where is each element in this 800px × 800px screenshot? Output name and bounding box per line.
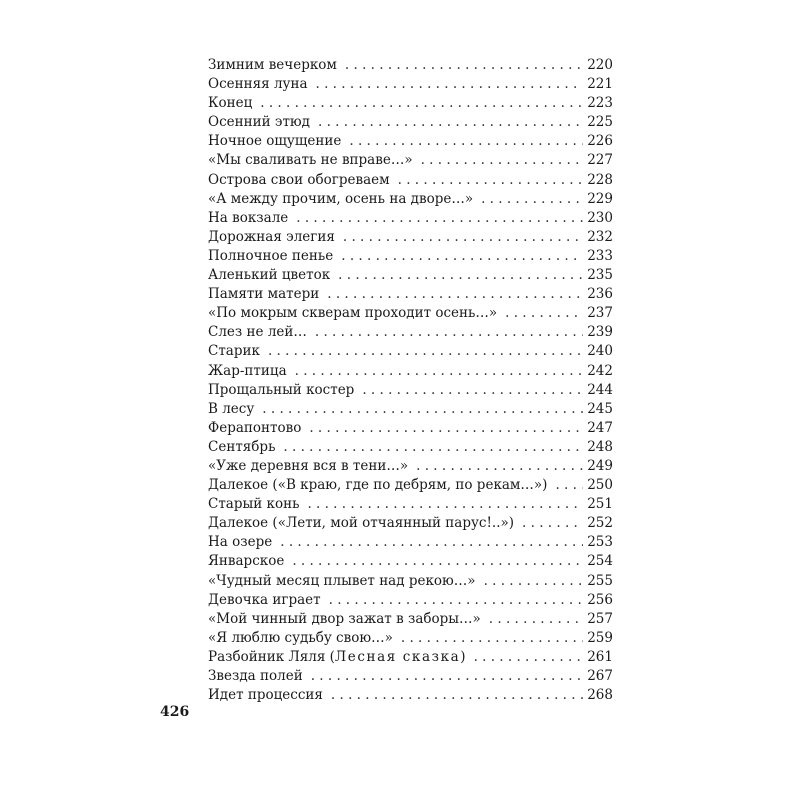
toc-entry (208, 113, 613, 132)
toc-entry-page: 249 (587, 457, 613, 474)
toc-entry (208, 171, 613, 190)
toc-entry (208, 228, 613, 247)
toc-entry-page: 242 (587, 362, 613, 379)
dot-leader (268, 342, 583, 361)
toc-entry-title: «А между прочим, осень на дворе…» (208, 190, 474, 207)
dot-leader (309, 419, 583, 438)
toc-entry-page: 256 (587, 591, 613, 608)
toc-entry-title: Прощальный костер (208, 381, 355, 398)
toc-entry (208, 132, 613, 151)
toc-entry-page: 220 (587, 57, 613, 73)
toc-entry-page: 247 (587, 419, 613, 436)
dot-leader (345, 56, 583, 75)
dot-leader (307, 495, 583, 514)
toc-entry-page: 244 (587, 381, 613, 398)
dot-leader (484, 572, 583, 591)
toc-entry (208, 94, 613, 113)
toc-entry-page: 227 (587, 152, 613, 169)
toc-entry-page: 259 (587, 629, 613, 646)
dot-leader (343, 228, 583, 247)
toc-entry (208, 75, 613, 94)
toc-entry-page: 221 (587, 76, 613, 93)
dot-leader (555, 476, 583, 495)
toc-entry-title: Острова свои обогреваем (208, 171, 390, 188)
toc-entry-title: Разбойник Ляля (Лесная сказка) (208, 648, 466, 665)
dot-leader (315, 323, 583, 342)
toc-entry (208, 552, 613, 571)
toc-entry-title: «Мой чинный двор зажат в заборы…» (208, 610, 481, 627)
toc-entry-page: 250 (587, 477, 613, 494)
toc-entry (208, 514, 613, 533)
toc-entry-title: Старик (208, 343, 260, 360)
dot-leader (349, 132, 583, 151)
toc-entry (208, 495, 613, 514)
toc-entry (208, 56, 613, 75)
toc-entry-page: 226 (587, 133, 613, 150)
toc-entry-title: Далекое («В краю, где по дебрям, по рекам…») (208, 477, 548, 494)
toc-entry-page: 268 (587, 687, 613, 704)
toc-entry (208, 419, 613, 438)
dot-leader (421, 151, 583, 170)
toc-entry-page: 235 (587, 267, 613, 284)
toc-entry (208, 667, 613, 686)
toc-entry (208, 648, 613, 667)
toc-entry-title: «Уже деревня вся в тени…» (208, 457, 409, 474)
dot-leader (522, 514, 583, 533)
toc-entry-title: Ночное ощущение (208, 133, 342, 150)
toc-entry (208, 151, 613, 170)
toc-entry (208, 285, 613, 304)
dot-leader (505, 304, 583, 323)
toc-entry-page: 232 (587, 228, 613, 245)
toc-entry-page: 237 (587, 305, 613, 322)
toc-entry-title: Жар-птица (208, 362, 287, 379)
dot-leader (280, 533, 583, 552)
toc-entry (208, 457, 613, 476)
toc-entry-title: Конец (208, 95, 253, 112)
toc-entry-page: 245 (587, 400, 613, 417)
toc-entry-page: 267 (587, 668, 613, 684)
toc-entry-page: 261 (587, 648, 613, 665)
toc-entry (208, 362, 613, 381)
toc-entry (208, 572, 613, 591)
toc-entry-title: Осенний этюд (208, 114, 310, 131)
toc-entry-page: 225 (587, 114, 613, 131)
toc-entry-page: 253 (587, 534, 613, 551)
toc-entry-page: 240 (587, 343, 613, 360)
dot-leader (398, 171, 583, 190)
dot-leader (331, 686, 583, 705)
toc-entry-title: Далекое («Лети, мой отчаянный парус!..») (208, 515, 515, 532)
toc-entry-page: 228 (587, 171, 613, 188)
dot-leader (260, 94, 583, 113)
toc-entry (208, 591, 613, 610)
toc-entry (208, 686, 613, 705)
table-of-contents (208, 56, 613, 705)
toc-entry (208, 610, 613, 629)
toc-entry-title: Осенняя луна (208, 76, 308, 93)
toc-entry-page: 255 (587, 572, 613, 589)
dot-leader (316, 75, 583, 94)
dot-leader (283, 438, 583, 457)
toc-entry-title: «Я люблю судьбу свою…» (208, 629, 393, 646)
toc-entry-title: Слез не лей… (208, 324, 307, 341)
toc-entry (208, 247, 613, 266)
dot-leader (401, 629, 583, 648)
dot-leader (262, 400, 583, 419)
toc-entry (208, 323, 613, 342)
toc-entry (208, 629, 613, 648)
toc-entry (208, 438, 613, 457)
dot-leader (327, 285, 583, 304)
toc-entry-page: 248 (587, 438, 613, 455)
dot-leader (292, 552, 583, 571)
toc-entry (208, 209, 613, 228)
toc-entry-title: Январское (208, 553, 285, 570)
toc-entry-title: Памяти матери (208, 286, 320, 303)
page-number: 426 (160, 704, 190, 720)
dot-leader (362, 381, 583, 400)
toc-entry (208, 476, 613, 495)
toc-entry-page: 233 (587, 247, 613, 264)
toc-entry-title: В лесу (208, 400, 255, 417)
toc-entry-title: Звезда полей (208, 668, 303, 684)
toc-entry (208, 304, 613, 323)
toc-entry-title: «Чудный месяц плывет над рекою…» (208, 572, 476, 589)
dot-leader (338, 266, 583, 285)
toc-entry-title: Девочка играет (208, 591, 321, 608)
toc-entry (208, 266, 613, 285)
toc-entry-title: Зимним вечерком (208, 57, 337, 73)
toc-entry-page: 251 (587, 496, 613, 513)
toc-entry-page: 252 (587, 515, 613, 532)
toc-entry-title: На озере (208, 534, 273, 551)
toc-entry-page: 239 (587, 324, 613, 341)
toc-entry (208, 342, 613, 361)
dot-leader (329, 591, 583, 610)
toc-entry (208, 381, 613, 400)
toc-entry (208, 190, 613, 209)
toc-entry-subtitle: Лесная сказка (334, 648, 461, 665)
toc-entry-title: Сентябрь (208, 438, 276, 455)
toc-entry-title: Старый конь (208, 496, 300, 513)
toc-entry-page: 254 (587, 553, 613, 570)
dot-leader (474, 648, 583, 667)
toc-entry-page: 236 (587, 286, 613, 303)
dot-leader (341, 247, 583, 266)
toc-entry-page: 230 (587, 209, 613, 226)
dot-leader (318, 113, 583, 132)
toc-entry-title: «По мокрым скверам проходит осень…» (208, 305, 498, 322)
dot-leader (296, 209, 583, 228)
toc-entry-title: Аленький цветок (208, 267, 331, 284)
toc-entry (208, 400, 613, 419)
toc-entry-title: «Мы сваливать не вправе…» (208, 152, 413, 169)
dot-leader (416, 457, 583, 476)
toc-entry-title: Идет процессия (208, 687, 323, 704)
toc-entry-title: Полночное пенье (208, 247, 334, 264)
toc-entry-page: 223 (587, 95, 613, 112)
dot-leader (295, 362, 583, 381)
toc-entry-title: На вокзале (208, 209, 289, 226)
toc-entry-page: 257 (587, 610, 613, 627)
toc-entry (208, 533, 613, 552)
toc-entry-title: Дорожная элегия (208, 228, 335, 245)
dot-leader (311, 667, 583, 686)
toc-entry-title: Ферапонтово (208, 419, 302, 436)
dot-leader (481, 190, 583, 209)
dot-leader (489, 610, 583, 629)
toc-entry-page: 229 (587, 190, 613, 207)
